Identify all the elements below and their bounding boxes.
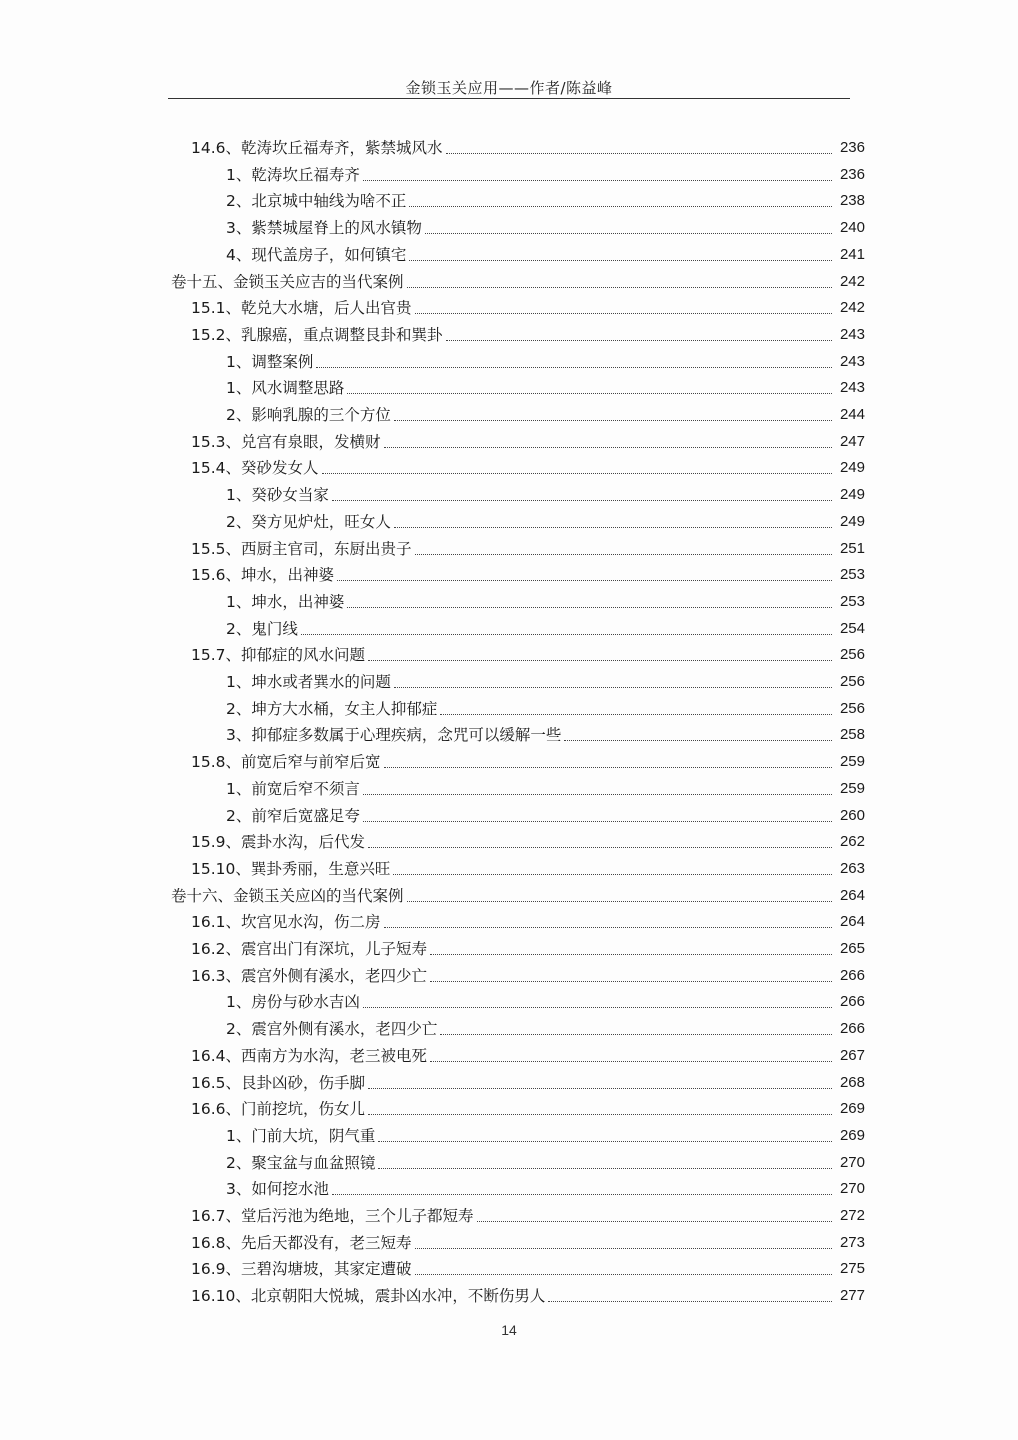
toc-entry[interactable] xyxy=(226,1120,865,1146)
toc-entry-label: 15.1、乾兑大水塘，后人出官贵 xyxy=(191,299,412,318)
toc-entry-label: 1、调整案例 xyxy=(226,352,314,371)
toc-leader-dots xyxy=(394,419,832,421)
toc-entry-label: 16.6、门前挖坑，伤女儿 xyxy=(191,1100,366,1119)
toc-entry[interactable] xyxy=(226,613,865,639)
toc-entry[interactable] xyxy=(191,292,865,318)
toc-leader-dots xyxy=(347,392,832,394)
toc-entry-label: 2、聚宝盆与血盆照镜 xyxy=(226,1153,376,1172)
toc-entry-page: 267 xyxy=(839,1046,865,1064)
toc-entry[interactable] xyxy=(226,986,865,1012)
toc-entry[interactable] xyxy=(191,533,865,559)
toc-entry[interactable] xyxy=(226,399,865,425)
toc-entry-page: 270 xyxy=(839,1153,865,1171)
toc-entry-label: 15.10、巽卦秀丽，生意兴旺 xyxy=(191,859,391,878)
toc-leader-dots xyxy=(394,526,832,528)
toc-entry[interactable] xyxy=(191,1093,865,1119)
toc-leader-dots xyxy=(548,1300,832,1302)
toc-entry-page: 242 xyxy=(839,272,865,290)
toc-leader-dots xyxy=(409,205,832,207)
toc-entry-page: 263 xyxy=(839,859,865,877)
toc-entry[interactable] xyxy=(191,1280,865,1306)
toc-leader-dots xyxy=(363,1006,832,1008)
toc-entry-label: 2、震宫外侧有溪水，老四少亡 xyxy=(226,1020,438,1039)
toc-entry-page: 259 xyxy=(839,753,865,771)
toc-entry-page: 243 xyxy=(839,352,865,370)
toc-entry-label: 15.6、坤水，出神婆 xyxy=(191,566,335,585)
toc-entry-page: 256 xyxy=(839,646,865,664)
toc-entry[interactable] xyxy=(171,880,865,906)
toc-entry[interactable] xyxy=(226,479,865,505)
toc-entry-label: 15.5、西厨主官司，东厨出贵子 xyxy=(191,539,412,558)
toc-leader-dots xyxy=(430,980,832,982)
toc-entry-page: 254 xyxy=(839,619,865,637)
toc-entry[interactable] xyxy=(191,1200,865,1226)
toc-entry-label: 16.1、坎宫见水沟，伤二房 xyxy=(191,913,381,932)
toc-entry[interactable] xyxy=(191,1067,865,1093)
toc-entry-page: 243 xyxy=(839,325,865,343)
toc-leader-dots xyxy=(430,953,832,955)
toc-entry-label: 3、抑郁症多数属于心理疾病，念咒可以缓解一些 xyxy=(226,726,562,745)
toc-leader-dots xyxy=(415,1247,832,1249)
toc-entry-page: 249 xyxy=(839,512,865,530)
toc-leader-dots xyxy=(384,766,832,768)
toc-entry-page: 240 xyxy=(839,219,865,237)
toc-entry-page: 253 xyxy=(839,566,865,584)
toc-entry-label: 14.6、乾涛坎丘福寿齐，紫禁城风水 xyxy=(191,139,443,157)
toc-leader-dots xyxy=(446,152,832,154)
toc-leader-dots xyxy=(446,339,832,341)
toc-entry[interactable] xyxy=(191,853,865,879)
toc-leader-dots xyxy=(477,1220,832,1222)
toc-leader-dots xyxy=(393,873,832,875)
toc-leader-dots xyxy=(368,1087,832,1089)
toc-leader-dots xyxy=(363,793,832,795)
toc-entry-label: 16.7、堂后污池为绝地，三个儿子都短寿 xyxy=(191,1207,474,1225)
toc-entry-label: 1、乾涛坎丘福寿齐 xyxy=(226,165,360,184)
toc-entry-label: 16.2、震宫出门有深坑，儿子短寿 xyxy=(191,940,428,958)
toc-entry-label: 2、影响乳腺的三个方位 xyxy=(226,406,391,424)
toc-entry-label: 1、坤水或者巽水的问题 xyxy=(226,673,391,691)
toc-entry-page: 258 xyxy=(839,726,865,744)
toc-entry[interactable] xyxy=(226,506,865,532)
toc-entry[interactable] xyxy=(226,212,865,238)
toc-entry-label: 2、鬼门线 xyxy=(226,619,298,638)
toc-entry[interactable] xyxy=(191,319,865,345)
toc-entry[interactable] xyxy=(226,159,865,185)
toc-entry-page: 265 xyxy=(839,940,865,957)
toc-entry-label: 1、坤水，出神婆 xyxy=(226,592,345,611)
toc-entry-page: 238 xyxy=(839,192,865,210)
toc-entry[interactable] xyxy=(226,719,865,745)
toc-leader-dots xyxy=(301,633,832,635)
toc-entry-label: 16.4、西南方为水沟，老三被电死 xyxy=(191,1046,428,1065)
toc-leader-dots xyxy=(415,312,832,314)
toc-leader-dots xyxy=(384,446,832,448)
toc-entry[interactable] xyxy=(226,773,865,799)
toc-entry[interactable] xyxy=(226,1173,865,1199)
toc-leader-dots xyxy=(316,366,832,368)
toc-leader-dots xyxy=(407,286,832,288)
toc-entry[interactable] xyxy=(191,933,865,959)
toc-leader-dots xyxy=(363,179,832,181)
toc-entry-page: 243 xyxy=(839,379,865,397)
toc-entry-page: 277 xyxy=(839,1287,865,1305)
toc-entry-label: 3、紫禁城屋脊上的风水镇物 xyxy=(226,219,422,238)
toc-entry[interactable] xyxy=(226,185,865,211)
toc-entry[interactable] xyxy=(226,586,865,612)
toc-leader-dots xyxy=(430,1060,832,1062)
toc-entry-label: 卷十六、金锁玉关应凶的当代案例 xyxy=(171,886,404,905)
toc-leader-dots xyxy=(378,1140,832,1142)
toc-leader-dots xyxy=(332,1193,832,1195)
page-number: 14 xyxy=(501,1322,517,1338)
toc-entry-label: 15.4、癸砂发女人 xyxy=(191,459,319,478)
toc-entry-label: 16.8、先后天都没有，老三短寿 xyxy=(191,1233,412,1252)
toc-leader-dots xyxy=(425,232,832,234)
toc-entry-label: 15.3、兑宫有泉眼，发横财 xyxy=(191,432,381,451)
toc-entry-page: 266 xyxy=(839,993,865,1011)
toc-leader-dots xyxy=(564,739,832,741)
toc-leader-dots xyxy=(332,499,832,501)
toc-entry[interactable] xyxy=(226,372,865,398)
toc-entry-label: 2、北京城中轴线为啥不正 xyxy=(226,192,407,211)
toc-entry-label: 16.9、三碧沟塘坡，其家定遭破 xyxy=(191,1260,412,1279)
toc-leader-dots xyxy=(322,472,832,474)
toc-entry[interactable] xyxy=(191,746,865,772)
toc-entry[interactable] xyxy=(226,1013,865,1039)
toc-entry[interactable] xyxy=(191,1227,865,1253)
toc-entry-label: 15.2、乳腺癌，重点调整艮卦和巽卦 xyxy=(191,325,443,344)
toc-entry[interactable] xyxy=(171,266,865,292)
toc-entry[interactable] xyxy=(191,1040,865,1066)
toc-entry-page: 256 xyxy=(839,673,865,690)
toc-entry-page: 266 xyxy=(839,966,865,984)
toc-entry[interactable] xyxy=(191,960,865,986)
toc-leader-dots xyxy=(440,1033,832,1035)
toc-leader-dots xyxy=(440,713,832,715)
toc-entry-page: 273 xyxy=(839,1233,865,1251)
toc-entry-label: 15.7、抑郁症的风水问题 xyxy=(191,646,366,665)
toc-entry-page: 236 xyxy=(839,139,865,156)
toc-entry[interactable] xyxy=(191,639,865,665)
toc-entry-page: 259 xyxy=(839,779,865,797)
toc-leader-dots xyxy=(378,1167,832,1169)
toc-leader-dots xyxy=(409,259,832,261)
toc-entry-label: 16.10、北京朝阳大悦城，震卦凶水冲，不断伤男人 xyxy=(191,1287,546,1306)
header-rule xyxy=(168,98,850,99)
toc-leader-dots xyxy=(394,686,832,688)
toc-entry-page: 264 xyxy=(839,913,865,931)
toc-entry[interactable] xyxy=(191,906,865,932)
toc-entry-page: 249 xyxy=(839,459,865,477)
toc-entry[interactable] xyxy=(226,666,865,692)
toc-entry[interactable] xyxy=(226,1147,865,1173)
toc-entry-page: 247 xyxy=(839,432,865,450)
toc-entry-label: 2、坤方大水桶，女主人抑郁症 xyxy=(226,699,438,718)
toc-entry-label: 1、癸砂女当家 xyxy=(226,486,329,505)
toc-entry-label: 1、前宽后窄不须言 xyxy=(226,779,360,798)
toc-entry[interactable] xyxy=(191,132,865,158)
toc-leader-dots xyxy=(368,659,832,661)
toc-entry[interactable] xyxy=(191,452,865,478)
toc-entry-page: 272 xyxy=(839,1207,865,1224)
toc-entry-page: 242 xyxy=(839,299,865,317)
toc-entry-page: 269 xyxy=(839,1126,865,1144)
toc-entry[interactable] xyxy=(191,559,865,585)
page-header-title: 金锁玉关应用——作者/陈益峰 xyxy=(405,79,613,97)
toc-leader-dots xyxy=(407,900,832,902)
toc-entry[interactable] xyxy=(226,346,865,372)
toc-leader-dots xyxy=(363,820,832,822)
toc-entry-label: 2、癸方见炉灶，旺女人 xyxy=(226,512,391,531)
toc-leader-dots xyxy=(415,1273,832,1275)
toc-entry-page: 270 xyxy=(839,1180,865,1198)
toc-entry-page: 275 xyxy=(839,1260,865,1278)
toc-entry[interactable] xyxy=(226,693,865,719)
toc-entry-label: 1、门前大坑，阴气重 xyxy=(226,1126,376,1145)
toc-entry-page: 251 xyxy=(839,539,865,557)
toc-entry-label: 卷十五、金锁玉关应吉的当代案例 xyxy=(171,272,404,291)
toc-leader-dots xyxy=(415,553,832,555)
toc-leader-dots xyxy=(368,1113,832,1115)
toc-entry-label: 3、如何挖水池 xyxy=(226,1180,329,1199)
toc-entry-page: 244 xyxy=(839,406,865,423)
toc-leader-dots xyxy=(347,606,832,608)
toc-entry-label: 4、现代盖房子，如何镇宅 xyxy=(226,245,407,264)
toc-entry[interactable] xyxy=(191,826,865,852)
toc-entry-page: 264 xyxy=(839,886,865,904)
toc-entry-page: 269 xyxy=(839,1100,865,1118)
toc-entry-page: 241 xyxy=(839,245,865,263)
toc-entry-label: 1、风水调整思路 xyxy=(226,379,345,398)
toc-entry-page: 260 xyxy=(839,806,865,824)
toc-entry-page: 236 xyxy=(839,165,865,183)
toc-entry-label: 1、房份与砂水吉凶 xyxy=(226,993,360,1012)
toc-entry-page: 249 xyxy=(839,486,865,504)
toc-entry-page: 256 xyxy=(839,699,865,717)
toc-entry-label: 15.8、前宽后窄与前窄后宽 xyxy=(191,753,381,772)
toc-entry[interactable] xyxy=(191,1253,865,1279)
toc-entry-label: 15.9、震卦水沟，后代发 xyxy=(191,833,366,852)
toc-entry-page: 266 xyxy=(839,1020,865,1038)
toc-entry[interactable] xyxy=(191,426,865,452)
toc-leader-dots xyxy=(368,846,832,848)
toc-leader-dots xyxy=(384,926,832,928)
toc-entry-label: 16.5、艮卦凶砂，伤手脚 xyxy=(191,1073,366,1092)
toc-entry[interactable] xyxy=(226,239,865,265)
toc-entry-page: 262 xyxy=(839,833,865,851)
toc-entry-label: 2、前窄后宽盛足夸 xyxy=(226,806,360,825)
toc-entry[interactable] xyxy=(226,800,865,826)
toc-entry-label: 16.3、震宫外侧有溪水，老四少亡 xyxy=(191,966,428,985)
toc-leader-dots xyxy=(337,579,832,581)
toc-entry-page: 268 xyxy=(839,1073,865,1091)
toc-entry-page: 253 xyxy=(839,592,865,610)
